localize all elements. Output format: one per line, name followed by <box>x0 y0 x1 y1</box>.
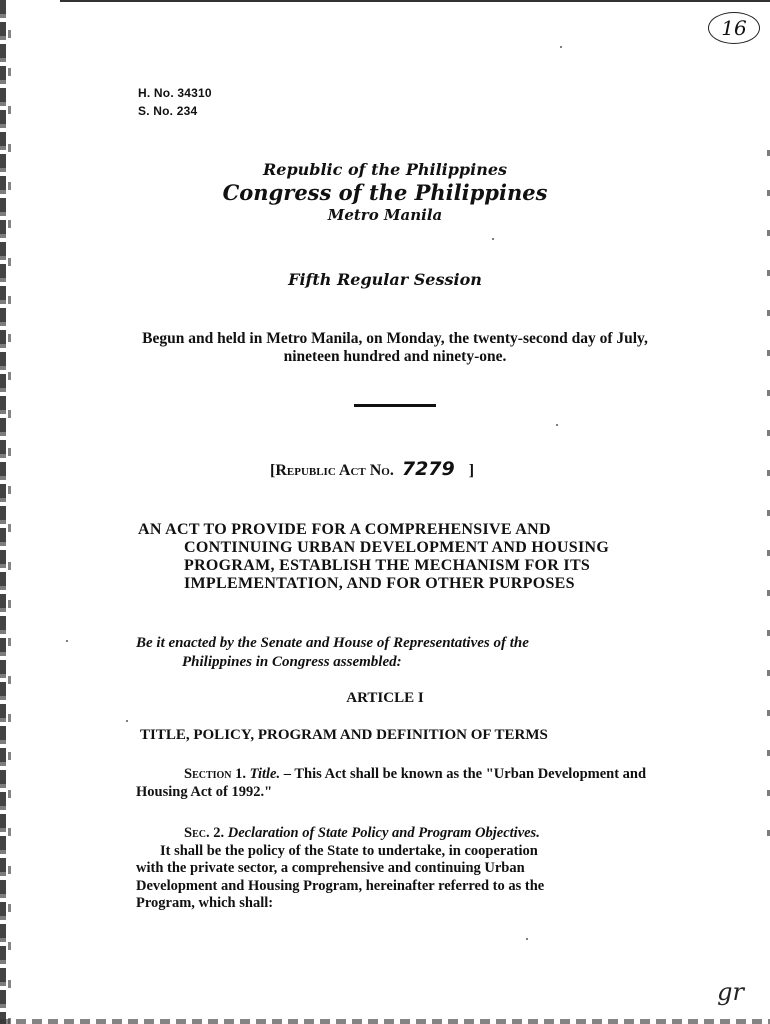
scan-speck <box>126 720 128 722</box>
begun-statement: Begun and held in Metro Manila, on Monday, the twenty-second day of July, nineteen hundred and ninety-one. <box>142 330 648 365</box>
enacting-clause <box>136 634 656 672</box>
act-title-continuation: CONTINUING URBAN DEVELOPMENT AND HOUSING PROGRAM, ESTABLISH THE MECHANISM FOR ITS IMPLEMENTATION, AND FOR OTHER PURPOSES <box>184 539 610 592</box>
separator-rule <box>354 404 436 407</box>
scan-speck <box>492 238 494 240</box>
scan-edge-left <box>0 0 6 1024</box>
section-2-line: Development and Housing Program, hereinafter referred to as the <box>136 877 545 894</box>
top-border <box>60 0 770 2</box>
location-heading: Metro Manila <box>327 206 443 224</box>
house-bill-number: H. No. 34310 <box>138 86 212 100</box>
act-title-first-line: AN ACT TO PROVIDE FOR A COMPREHENSIVE AND <box>138 521 551 538</box>
session-heading: Fifth Regular Session <box>288 270 482 289</box>
act-title <box>138 521 652 593</box>
section-1-text: This Act shall be known as the "Urban Development and Housing Act of 1992." <box>136 766 647 800</box>
scan-edge-left-marks <box>8 0 11 1024</box>
enacting-clause-first: Be it enacted by the Senate and House of Representatives of the <box>136 635 529 651</box>
section-1-dash: – <box>283 766 291 782</box>
section-2-line: It shall be the policy of the State to undertake, in cooperation <box>160 842 538 859</box>
section-2-heading: Declaration of State Policy and Program Objectives. <box>227 825 540 841</box>
scan-speck <box>556 424 558 426</box>
republic-heading: Republic of the Philippines <box>262 160 508 179</box>
congress-heading: Congress of the Philippines <box>222 180 548 205</box>
article-heading: ARTICLE I <box>346 690 424 706</box>
section-2-line: with the private sector, a comprehensive and continuing Urban <box>136 860 525 876</box>
section-2-label: Sec. 2. <box>184 825 225 841</box>
scan-edge-bottom <box>0 1019 770 1024</box>
section-1 <box>136 765 656 801</box>
republic-act-line <box>270 458 474 480</box>
republic-act-number: 7279 <box>401 458 455 480</box>
scan-speck <box>526 938 528 940</box>
article-title: TITLE, POLICY, PROGRAM AND DEFINITION OF TERMS <box>140 727 548 743</box>
scan-speck <box>560 46 562 48</box>
bracket-close: ] <box>468 462 475 479</box>
section-1-heading: Title. <box>249 766 281 782</box>
section-2 <box>136 825 656 913</box>
page-number: 16 <box>708 12 760 44</box>
bracket-open: [ <box>270 462 276 479</box>
senate-bill-number: S. No. 234 <box>138 104 198 118</box>
enacting-clause-second: Philippines in Congress assembled: <box>182 654 402 670</box>
scan-speck <box>66 640 68 642</box>
republic-act-label: Republic Act No. <box>275 462 394 479</box>
handwritten-initials: gr <box>717 978 744 1006</box>
section-1-label: Section 1. <box>184 766 247 782</box>
section-2-line: Program, which shall: <box>136 895 274 911</box>
